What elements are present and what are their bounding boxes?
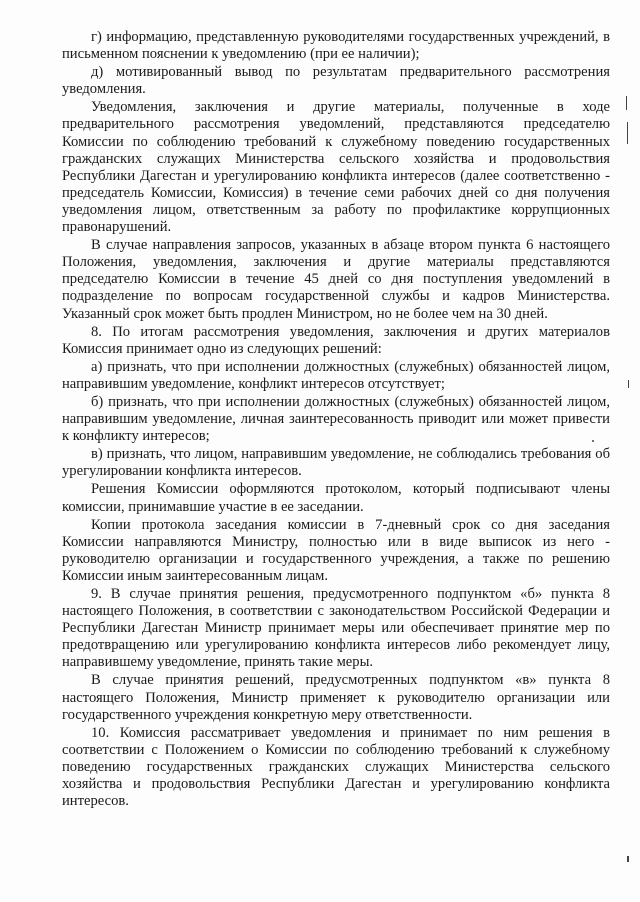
paragraph-requests-deadline: В случае направления запросов, указанных в абзаце втором пункта 6 настоящего Положения, уведомления, заключения и другие материалы представляются председателю Комиссии в течение 45 дней со дня поступления уведомлений в подразделение по вопросам государственной службы и кадров Министерства. Указанный срок может быть продлен Министром, но не более чем на 30 дней. [62,237,610,322]
paragraph-protocol: Решения Комиссии оформляются протоколом, который подписывают члены комиссии, принимавшие участие в ее заседании. [62,481,610,515]
scan-edge-mark [628,380,629,388]
scan-edge-mark [627,122,628,144]
paragraph-responsibility: В случае принятия решений, предусмотренных подпунктом «в» пункта 8 настоящего Положения, Министр применяет к руководителю организации или государственного учреждения конкретную меру ответственности. [62,672,610,723]
scan-edge-mark [626,96,627,110]
paragraph-section-9: 9. В случае принятия решения, предусмотренного подпунктом «б» пункта 8 настоящего Положения, в соответствии с законодательством Российской Федерации и Республики Дагестан Министр принимает меры или обеспечивает принятие мер по предотвращению или урегулированию конфликта интересов либо рекомендует лицу, направившему уведомление, принять такие меры. [62,586,610,671]
scan-dot [592,440,594,442]
scan-edge-mark [627,856,629,862]
paragraph-item-g: г) информацию, представленную руководителями государственных учреждений, в письменном пояснении к уведомлению (при ее наличии); [62,29,610,63]
paragraph-decision-a: а) признать, что при исполнении должностных (служебных) обязанностей лицом, направившим уведомление, конфликт интересов отсутствует; [62,358,610,392]
paragraph-notifications-submission: Уведомления, заключения и другие материалы, полученные в ходе предварительного рассмотрения уведомлений, представляются председателю Комиссии по соблюдению требований к служебному поведению государственных гражданских служащих Министерства сельского хозяйства и продовольствия Республики Дагестан и урегулированию конфликта интересов (далее соответственно - председатель Комиссии, Комиссия) в течение семи рабочих дней со дня получения уведомления лицом, ответственным за работу по профилактике коррупционных правонарушений. [62,99,610,236]
paragraph-section-10: 10. Комиссия рассматривает уведомления и принимает по ним решения в соответствии с Положением о Комиссии по соблюдению требований к служебному поведению государственных гражданских служащих Министерства сельского хозяйства и продовольствия Республики Дагестан и урегулированию конфликта интересов. [62,724,610,810]
paragraph-decision-v: в) признать, что лицом, направившим уведомление, не соблюдались требования об урегулировании конфликта интересов. [62,446,610,480]
paragraph-item-d: д) мотивированный вывод по результатам предварительного рассмотрения уведомления. [62,64,610,98]
paragraph-section-8: 8. По итогам рассмотрения уведомления, заключения и других материалов Комиссия принимает одно из следующих решений: [62,323,610,357]
paragraph-decision-b: б) признать, что при исполнении должностных (служебных) обязанностей лицом, направившим уведомление, личная заинтересованность приводит или может привести к конфликту интересов; [62,393,610,445]
paragraph-protocol-copies: Копии протокола заседания комиссии в 7-дневный срок со дня заседания Комиссии направляются Министру, полностью или в виде выписок из него - руководителю организации и государственного учреждения, а также по решению Комиссии иным заинтересованным лицам. [62,516,610,584]
document-body [62,29,610,810]
